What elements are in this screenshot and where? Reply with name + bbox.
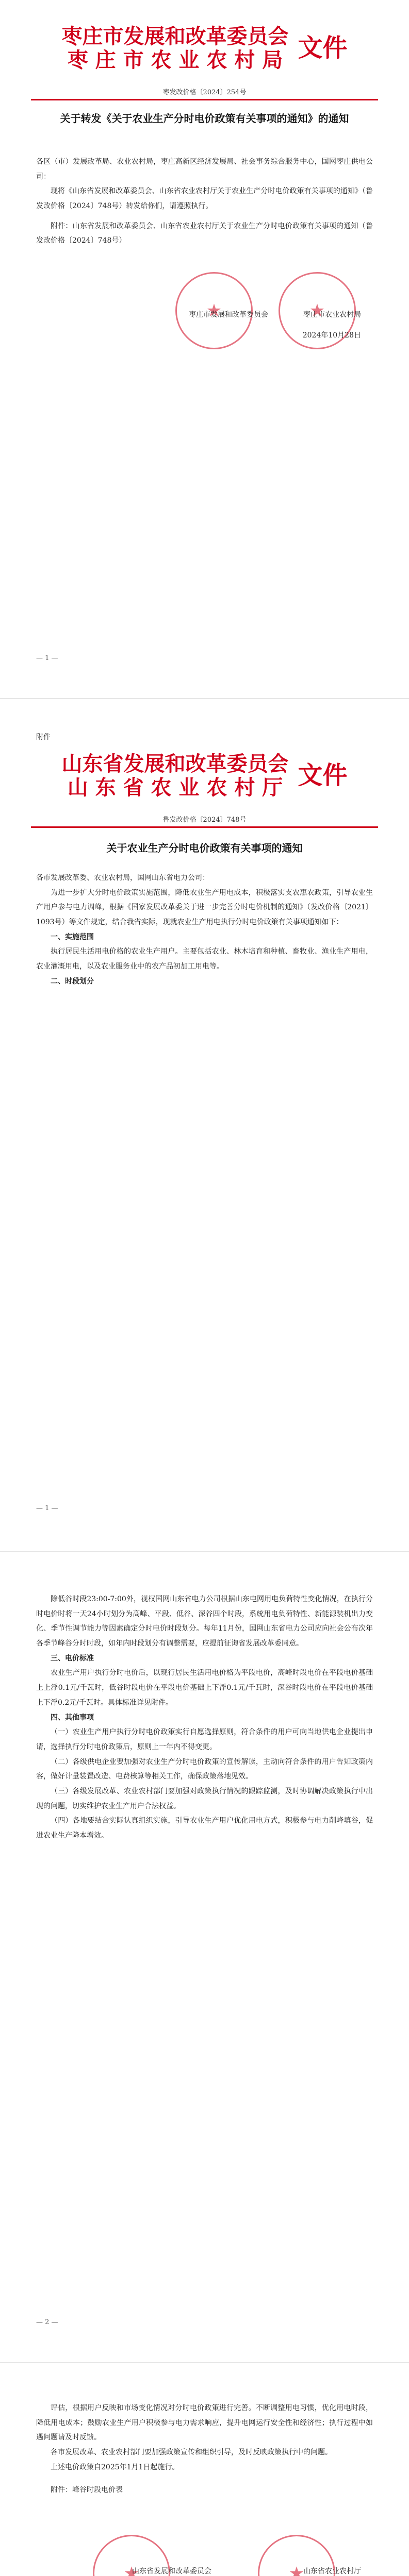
document-page-4 [0,2380,409,2576]
body-paragraph: 为进一步扩大分时电价政策实施范围，降低农业生产用电成本，积极落实支农惠农政策，引导农业生产用户参与电力调峰，根据《国家发展改革委关于进一步完善分时电价机制的通知》（发改价格〔2021〕1093号）等文件规定，结合我省实际，现就农业生产用电执行分时电价政策有关事项通知如下： [36,888,373,927]
attachment-label: 附件 [36,733,51,741]
body-paragraph: 上述电价政策自2025年1月1日起施行。 [51,2463,179,2471]
body-paragraph: （三）各级发展改革、农业农村部门要加强对政策执行情况的跟踪监测，及时协调解决政策执行中出现的问题，切实维护农业生产用户合法权益。 [36,1787,373,1810]
document-body [36,155,373,248]
body-paragraph: 各市发展改革、农业农村部门要加强政策宣传和组织引导，及时反映政策执行中的问题。 [51,2448,332,2457]
body-paragraph: 现将《山东省发展和改革委员会、山东省农业农村厅关于农业生产分时电价政策有关事项的通知》（鲁发改价格〔2024〕748号）转发给你们，请遵照执行。 [36,187,373,211]
page-number: — 2 — [36,2318,58,2326]
red-divider [31,826,378,828]
page-number: — 1 — [36,654,58,662]
signatory-2: 山东省农业农村厅 [303,2567,361,2575]
document-body [36,871,373,989]
document-page-1 [0,0,409,680]
document-body [36,1592,373,1843]
document-number: 鲁发改价格〔2024〕748号 [162,816,247,824]
section-heading: 二、时段划分 [51,977,94,986]
section-heading: 一、实施范围 [51,933,94,941]
body-paragraph: （二）各级供电企业要加强对农业生产分时电价政策的宣传解读，主动向符合条件的用户告知政策内容，做好计量装置改造、电费核算等相关工作，确保政策落地见效。 [36,1757,373,1781]
document-title: 关于农业生产分时电价政策有关事项的通知 [106,842,303,854]
document-title: 关于转发《关于农业生产分时电价政策有关事项的通知》的通知 [60,112,349,125]
issuer-header [31,752,378,800]
wenjian-suffix: 文件 [298,761,348,790]
body-paragraph: （四）各地要结合实际认真组织实施，引导农业生产用户优化用电方式，积极参与电力削峰填谷，促进农业生产降本增效。 [36,1817,373,1840]
body-paragraph: 评估，根据用户反映和市场变化情况对分时电价政策进行完善。不断调整用电习惯，优化用电时段，降低用电成本；鼓励农业生产用户积极参与电力需求响应，提升电网运行安全性和经济性；执行过程中如遇问题请及时反馈。 [36,2404,373,2442]
document-page-3 [0,1571,409,2344]
attachment-note: 附件：峰谷时段电价表 [51,2486,123,2495]
issuer-name-1: 枣庄市发展和改革委员会 [61,24,289,48]
issuer-name-2: 枣 庄 市 农 业 农 村 局 [67,48,283,72]
document-number: 枣发改价格〔2024〕254号 [162,89,247,96]
body-paragraph: 执行居民生活用电价格的农业生产用户。主要包括农业、林木培育和种植、畜牧业、渔业生产用电，农业灌溉用电，以及农业服务业中的农产品初加工用电等。 [36,947,373,971]
page-separator [0,698,409,699]
sign-date: 2024年10月28日 [302,331,361,340]
section-heading: 四、其他事项 [51,1713,94,1722]
issuer-name-2: 山 东 省 农 业 农 村 厅 [67,775,283,800]
red-divider [31,99,378,100]
page-number: — 1 — [36,1504,58,1512]
page-separator [0,2362,409,2363]
attachment-note: 附件：山东省发展和改革委员会、山东省农业农村厅关于农业生产分时电价政策有关事项的通知（鲁发改价格〔2024〕748号） [36,222,373,245]
addressee: 各市发展改革委、农业农村局，国网山东省电力公司： [36,874,209,882]
page-separator [0,1551,409,1552]
section-heading: 三、电价标准 [51,1654,94,1663]
signatory-1: 枣庄市发展和改革委员会 [189,311,268,319]
body-paragraph: 农业生产用户执行分时电价后，以现行居民生活用电价格为平段电价，高峰时段电价在平段电价基础上上浮0.1元/千瓦时，低谷时段电价在平段电价基础上下浮0.1元/千瓦时，深谷时段电价在平段电价基础上下浮0.2元/千瓦时。具体标准详见附件。 [36,1669,373,1707]
addressee: 各区（市）发展改革局、农业农村局，枣庄高新区经济发展局、社会事务综合服务中心，国网枣庄供电公司： [36,158,373,181]
wenjian-suffix: 文件 [298,33,348,63]
signatory-2: 枣庄市农业农村局 [303,311,361,319]
issuer-header [31,25,378,72]
issuer-name-1: 山东省发展和改革委员会 [61,752,289,776]
document-page-2 [0,716,409,1530]
body-paragraph: （一）农业生产用户执行分时电价政策实行自愿选择原则，符合条件的用户可向当地供电企业提出申请，选择执行分时电价政策后，原则上一年内不得变更。 [36,1728,373,1751]
signatory-1: 山东省发展和改革委员会 [132,2567,211,2575]
body-paragraph: 除低谷时段23:00-7:00外，视权国网山东省电力公司根据山东电网用电负荷特性变化情况，在执行分时电价时将一天24小时划分为高峰、平段、低谷、深谷四个时段，系统用电负荷特性、新能源装机出力变化、季节性调节能力等因素确定分时电价时段划分。每年11月份，国网山东省电力公司应向社会公布次年各季节峰谷分时时段，如年内时段划分有调整需要，应提前征询省发展改革委同意。 [36,1595,373,1648]
document-body [36,2401,373,2498]
